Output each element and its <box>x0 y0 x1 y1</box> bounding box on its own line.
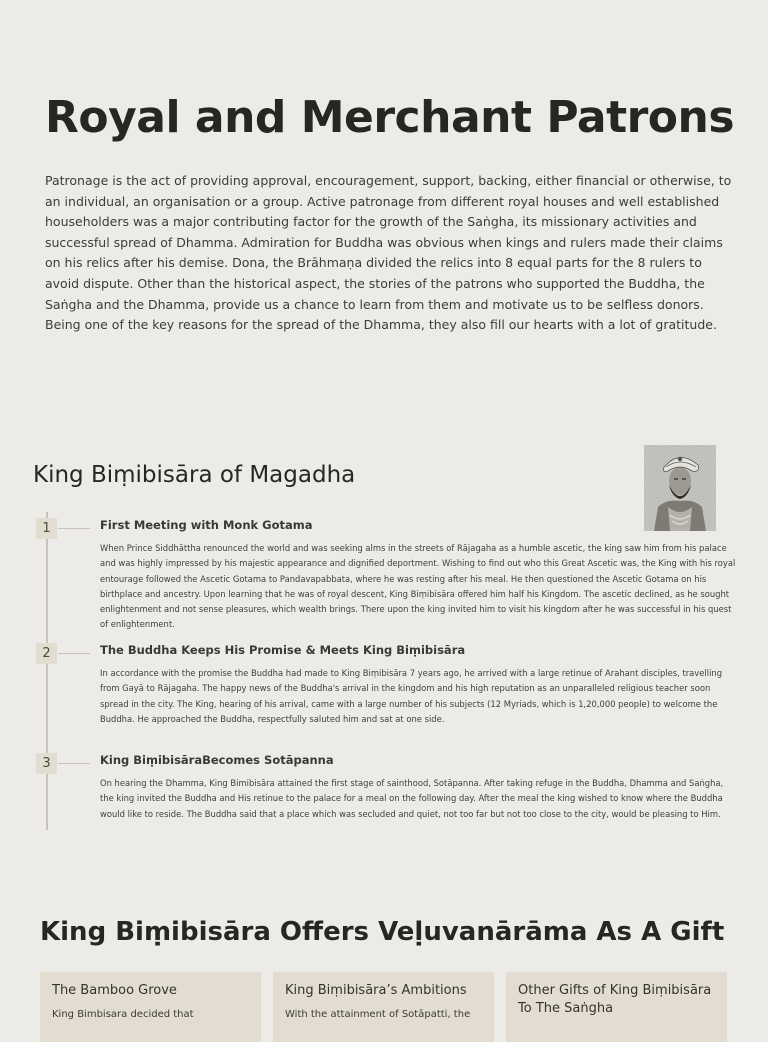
timeline-line <box>46 512 48 830</box>
timeline-item-title: First Meeting with Monk Gotama <box>100 518 313 532</box>
card-title: King Biṃibisāra’s Ambitions <box>285 983 467 998</box>
timeline-step-number: 1 <box>36 518 57 539</box>
card-title: Other Gifts of King Biṃibisāra To The Saṅgha <box>518 983 712 1016</box>
timeline-item-title: King BiṃibisāraBecomes Sotāpanna <box>100 753 334 767</box>
timeline-item-text: On hearing the Dhamma, King Bimibisāra attained the first stage of sainthood, Sotāpanna. After taking refuge in the Buddha, Dhamma and Saṅgha, the king invited the Buddha and His retinue to the palace for a meal on the following day. After the meal the king wished to know where the Buddha would like to reside. The Buddha said that a place which was secluded and quiet, not too far but not too close to the city, would be pleasing to Him. <box>100 778 724 819</box>
timeline-connector <box>58 653 90 654</box>
card-ambitions[interactable] <box>273 972 494 1042</box>
timeline-item-title: The Buddha Keeps His Promise & Meets King Biṃibisāra <box>100 643 466 657</box>
timeline-item-text: When Prince Siddhāttha renounced the world and was seeking alms in the streets of Rājagaha as a humble ascetic, the king saw him from his palace and was highly impressed by his majestic appearance and dignified deportment. Wishing to find out who this Great Ascetic was, the King with his royal entourage followed the Ascetic Gotama to Pandavapabbata, where he was resting after his meal. He then questioned the Ascetic Gotama on his birthplace and ancestry. Upon learning that he was of royal descent, King Biṃibisāra offered him half his Kingdom. The ascetic declined, as he sought enlightenment and not sense pleasures, which wealth brings. There upon the king invited him to visit his kingdom after he was successful in his quest of enlightenment. <box>100 543 736 630</box>
card-bamboo-grove[interactable] <box>40 972 261 1042</box>
timeline-step-number: 2 <box>36 643 57 664</box>
timeline-item-text: In accordance with the promise the Buddha had made to King Biṃibisāra 7 years ago, he arrived with a large retinue of Arahant disciples, travelling from Gayā to Rājagaha. The happy news of the Buddha's arrival in the kingdom and his high reputation as an unparalleled religious teacher soon spread in the city. The King, hearing of his arrival, came with a large number of his subjects (12 Myriads, which is 1,20,000 people) to welcome the Buddha. He approached the Buddha, respectfully saluted him and sat at one side. <box>100 668 723 724</box>
timeline-connector <box>58 528 90 529</box>
timeline-connector <box>58 763 90 764</box>
portrait-illustration <box>644 445 716 531</box>
king-portrait-image <box>644 445 716 531</box>
card-title: The Bamboo Grove <box>52 983 177 998</box>
card-text: King Bimbisara decided that <box>52 1009 194 1020</box>
card-text: With the attainment of Sotāpatti, the <box>285 1009 471 1020</box>
timeline-step-number: 3 <box>36 753 57 774</box>
section-title-bimbisara: King Biṃibisāra of Magadha <box>33 462 356 488</box>
page-title: Royal and Merchant Patrons <box>45 92 735 143</box>
section-title-gift: King Biṃibisāra Offers Veḷuvanārāma As A Gift <box>40 917 725 947</box>
card-other-gifts[interactable] <box>506 972 727 1042</box>
intro-paragraph: Patronage is the act of providing approval, encouragement, support, backing, either financial or otherwise, to an individual, an organisation or a group. Active patronage from different royal houses and well established householders was a major contributing factor for the growth of the Saṅgha, its missionary activities and successful spread of Dhamma. Admiration for Buddha was obvious when kings and rulers made their claims on his relics after his demise. Dona, the Brāhmaṇa divided the relics into 8 equal parts for the 8 rulers to avoid dispute. Other than the historical aspect, the stories of the patrons who supported the Buddha, the Saṅgha and the Dhamma, provide us a chance to learn from them and motivate us to be selfless donors. Being one of the key reasons for the spread of the Dhamma, they also fill our hearts with a lot of gratitude. <box>45 173 732 333</box>
